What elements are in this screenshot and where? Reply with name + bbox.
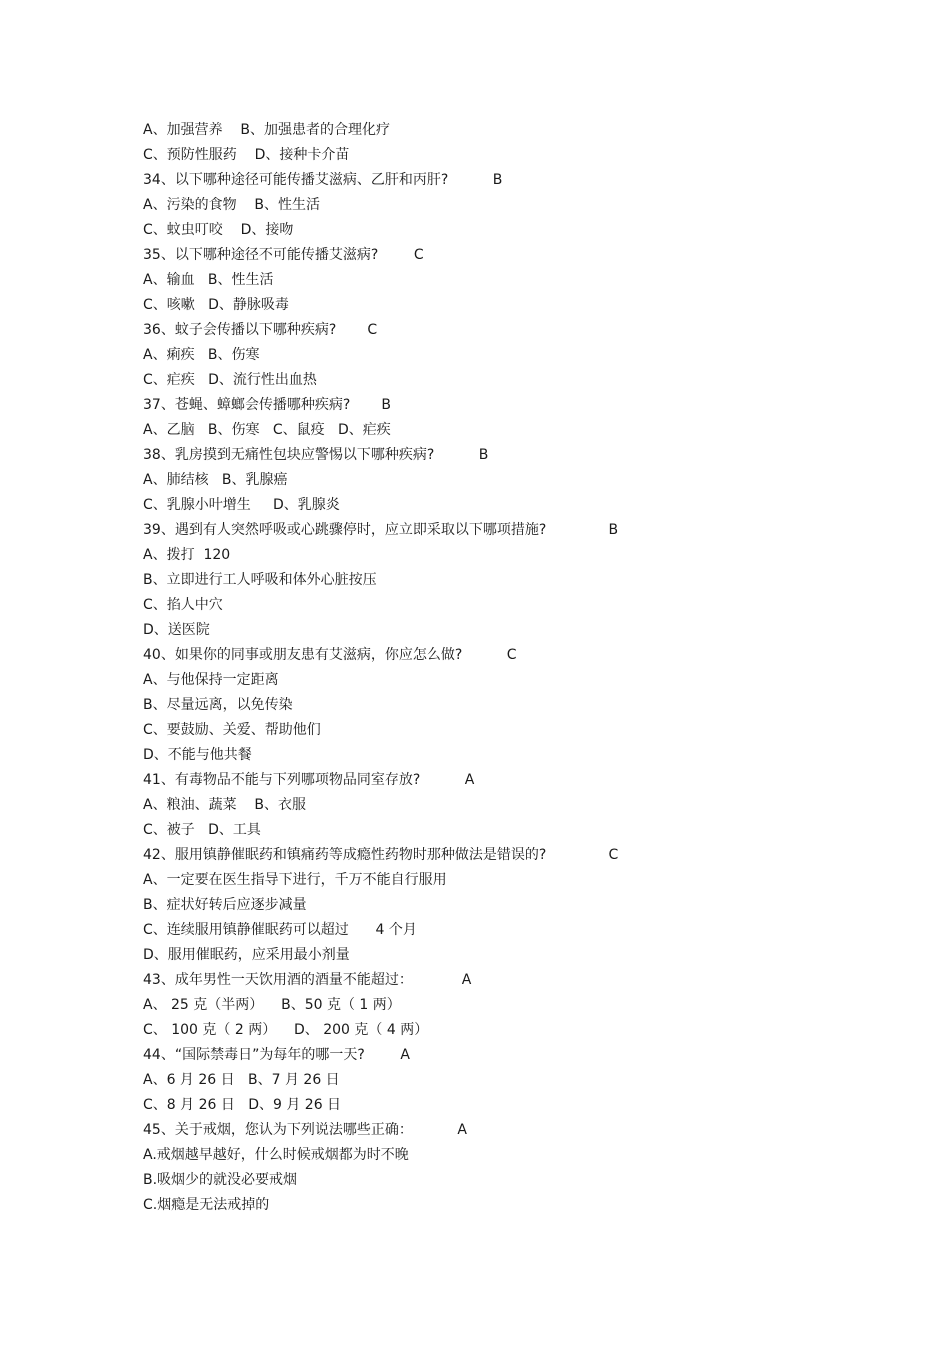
text-line: A、一定要在医生指导下进行，千万不能自行服用: [143, 872, 447, 888]
document-body: [143, 118, 863, 1218]
text-line: A.戒烟越早越好，什么时候戒烟都为时不晚: [143, 1147, 409, 1163]
text-line: B、尽量远离，以免传染: [143, 697, 293, 713]
text-line: 43、成年男性一天饮用酒的酒量不能超过： A: [143, 972, 472, 988]
text-line: A、 25 克（半两） B、50 克（ 1 两）: [143, 997, 401, 1013]
text-line: 40、如果你的同事或朋友患有艾滋病，你应怎么做? C: [143, 647, 517, 663]
text-line: B.吸烟少的就没必要戒烟: [143, 1172, 298, 1188]
text-line: C、要鼓励、关爱、帮助他们: [143, 722, 321, 738]
text-line: A、拨打 120: [143, 547, 231, 563]
text-line: C、被子 D、工具: [143, 822, 261, 838]
text-line: 37、苍蝇、蟑螂会传播哪种疾病? B: [143, 397, 392, 413]
text-line: 45、关于戒烟，您认为下列说法哪些正确： A: [143, 1122, 467, 1138]
text-line: B、立即进行工人呼吸和体外心脏按压: [143, 572, 377, 588]
text-line: A、粮油、蔬菜 B、衣服: [143, 797, 306, 813]
text-line: C、乳腺小叶增生 D、乳腺炎: [143, 497, 340, 513]
text-line: 39、遇到有人突然呼吸或心跳骤停时，应立即采取以下哪项措施? B: [143, 522, 619, 538]
text-line: 44、“国际禁毒日”为每年的哪一天? A: [143, 1047, 410, 1063]
text-line: C、咳嗽 D、静脉吸毒: [143, 297, 289, 313]
text-line: A、加强营养 B、加强患者的合理化疗: [143, 122, 390, 138]
text-line: A、痢疾 B、伤寒: [143, 347, 260, 363]
text-line: B、症状好转后应逐步减量: [143, 897, 307, 913]
text-line: A、输血 B、性生活: [143, 272, 274, 288]
text-line: D、服用催眠药，应采用最小剂量: [143, 947, 350, 963]
text-line: C、8 月 26 日 D、9 月 26 日: [143, 1097, 342, 1113]
text-line: 35、以下哪种途径不可能传播艾滋病? C: [143, 247, 424, 263]
text-line: C、疟疾 D、流行性出血热: [143, 372, 317, 388]
text-line: A、污染的食物 B、性生活: [143, 197, 320, 213]
text-line: A、6 月 26 日 B、7 月 26 日: [143, 1072, 340, 1088]
text-line: A、与他保持一定距离: [143, 672, 279, 688]
text-line: A、乙脑 B、伤寒 C、鼠疫 D、疟疾: [143, 422, 391, 438]
text-line: 34、以下哪种途径可能传播艾滋病、乙肝和丙肝? B: [143, 172, 503, 188]
text-line: 36、蚊子会传播以下哪种疾病? C: [143, 322, 378, 338]
text-line: C、 100 克（ 2 两） D、 200 克（ 4 两）: [143, 1022, 429, 1038]
text-line: 42、服用镇静催眠药和镇痛药等成瘾性药物时那种做法是错误的? C: [143, 847, 619, 863]
text-line: 41、有毒物品不能与下列哪项物品同室存放? A: [143, 772, 475, 788]
text-line: D、不能与他共餐: [143, 747, 252, 763]
text-line: C、连续服用镇静催眠药可以超过 4 个月: [143, 922, 417, 938]
text-line: C、蚊虫叮咬 D、接吻: [143, 222, 294, 238]
text-line: C、预防性服药 D、接种卡介苗: [143, 147, 350, 163]
text-line: A、肺结核 B、乳腺癌: [143, 472, 288, 488]
text-line: D、送医院: [143, 622, 210, 638]
text-line: 38、乳房摸到无痛性包块应警惕以下哪种疾病? B: [143, 447, 489, 463]
text-line: C.烟瘾是无法戒掉的: [143, 1197, 270, 1213]
text-line: C、掐人中穴: [143, 597, 223, 613]
